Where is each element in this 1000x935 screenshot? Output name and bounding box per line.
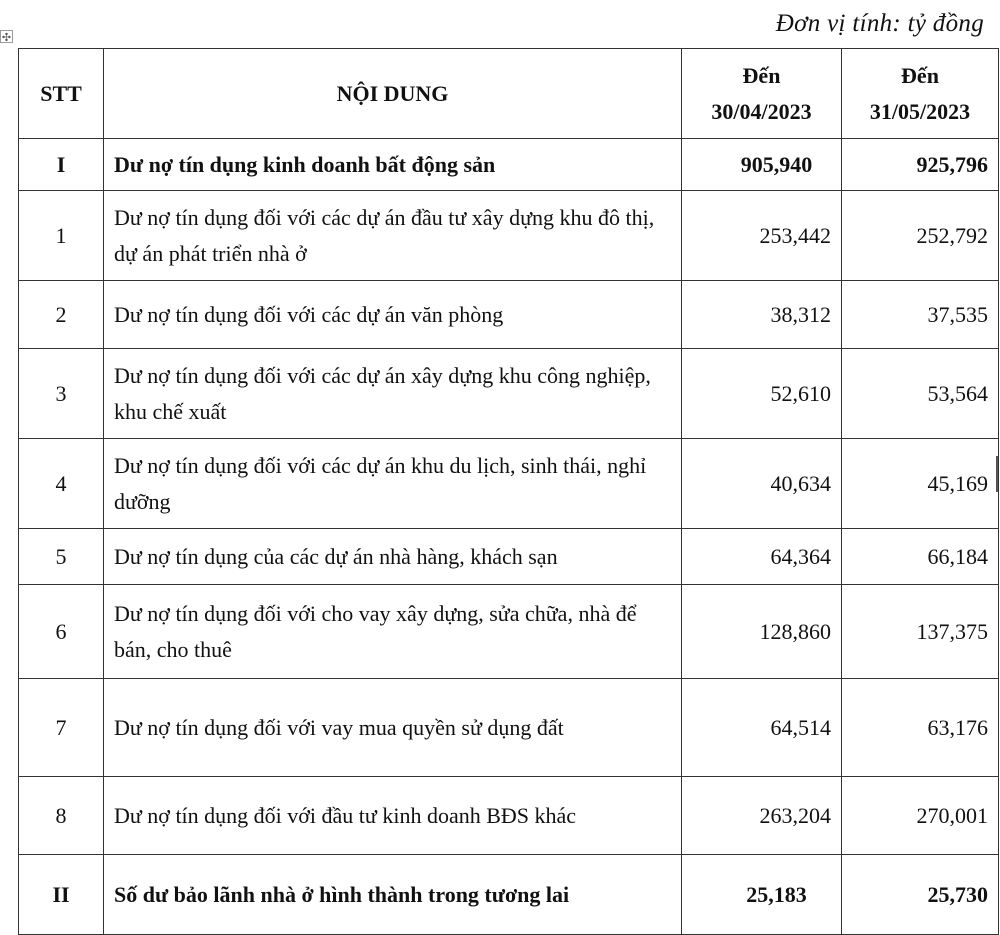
- row-value-2: 53,564: [842, 349, 999, 439]
- text-cursor-marker: [996, 456, 998, 492]
- table-header-row: [19, 49, 999, 139]
- row-value-1: 128,860: [682, 585, 842, 679]
- table-row: [19, 139, 999, 191]
- row-value-2: 925,796: [842, 139, 999, 191]
- row-value-1: 253,442: [682, 191, 842, 281]
- header-col1: [682, 49, 842, 139]
- row-value-1: 263,204: [682, 777, 842, 855]
- row-stt: 6: [19, 585, 104, 679]
- unit-label: Đơn vị tính: tỷ đồng: [775, 10, 984, 37]
- row-value-2: 37,535: [842, 281, 999, 349]
- row-stt: 3: [19, 349, 104, 439]
- row-stt: 8: [19, 777, 104, 855]
- row-content: Dư nợ tín dụng đối với các dự án xây dựng khu công nghiệp, khu chế xuất: [104, 349, 682, 439]
- row-stt: 2: [19, 281, 104, 349]
- table-row: [19, 191, 999, 281]
- table-row: [19, 855, 999, 935]
- row-stt: 1: [19, 191, 104, 281]
- row-content: Dư nợ tín dụng đối với các dự án văn phòng: [104, 281, 682, 349]
- table-row: [19, 777, 999, 855]
- header-stt: STT: [19, 49, 104, 139]
- row-value-1: 64,514: [682, 679, 842, 777]
- row-content: Dư nợ tín dụng đối với cho vay xây dựng, sửa chữa, nhà để bán, cho thuê: [104, 585, 682, 679]
- header-col2-line1: Đến: [901, 62, 939, 88]
- row-content: Dư nợ tín dụng đối với các dự án đầu tư xây dựng khu đô thị, dự án phát triển nhà ở: [104, 191, 682, 281]
- table-row: [19, 585, 999, 679]
- header-col2: [842, 49, 999, 139]
- table-row: [19, 349, 999, 439]
- table-row: [19, 679, 999, 777]
- table-row: [19, 281, 999, 349]
- row-value-2: 270,001: [842, 777, 999, 855]
- row-stt: II: [19, 855, 104, 935]
- row-stt: 7: [19, 679, 104, 777]
- row-stt: 4: [19, 439, 104, 529]
- header-col2-line2: 31/05/2023: [869, 98, 971, 124]
- row-value-2: 25,730: [842, 855, 999, 935]
- header-col1-line2: 30/04/2023: [711, 98, 812, 124]
- row-value-1: 64,364: [682, 529, 842, 585]
- row-value-1: 38,312: [682, 281, 842, 349]
- row-content: Dư nợ tín dụng của các dự án nhà hàng, khách sạn: [104, 529, 682, 585]
- table-row: [19, 439, 999, 529]
- row-value-1: 905,940: [682, 139, 842, 191]
- credit-table: [18, 48, 999, 935]
- row-content: Dư nợ tín dụng đối với các dự án khu du lịch, sinh thái, nghỉ dưỡng: [104, 439, 682, 529]
- header-content: NỘI DUNG: [104, 49, 682, 139]
- row-value-1: 40,634: [682, 439, 842, 529]
- row-value-2: 66,184: [842, 529, 999, 585]
- table-move-handle-icon[interactable]: ✣: [1, 31, 12, 44]
- row-value-1: 52,610: [682, 349, 842, 439]
- row-value-2: 137,375: [842, 585, 999, 679]
- row-value-1: 25,183: [682, 855, 842, 935]
- row-stt: I: [19, 139, 104, 191]
- table-row: [19, 529, 999, 585]
- row-value-2: 63,176: [842, 679, 999, 777]
- row-content: Số dư bảo lãnh nhà ở hình thành trong tương lai: [104, 855, 682, 935]
- row-content: Dư nợ tín dụng đối với vay mua quyền sử dụng đất: [104, 679, 682, 777]
- row-content: Dư nợ tín dụng kinh doanh bất động sản: [104, 139, 682, 191]
- row-stt: 5: [19, 529, 104, 585]
- header-col1-line1: Đến: [742, 62, 781, 88]
- row-value-2: 252,792: [842, 191, 999, 281]
- row-value-2: 45,169: [842, 439, 999, 529]
- row-content: Dư nợ tín dụng đối với đầu tư kinh doanh BĐS khác: [104, 777, 682, 855]
